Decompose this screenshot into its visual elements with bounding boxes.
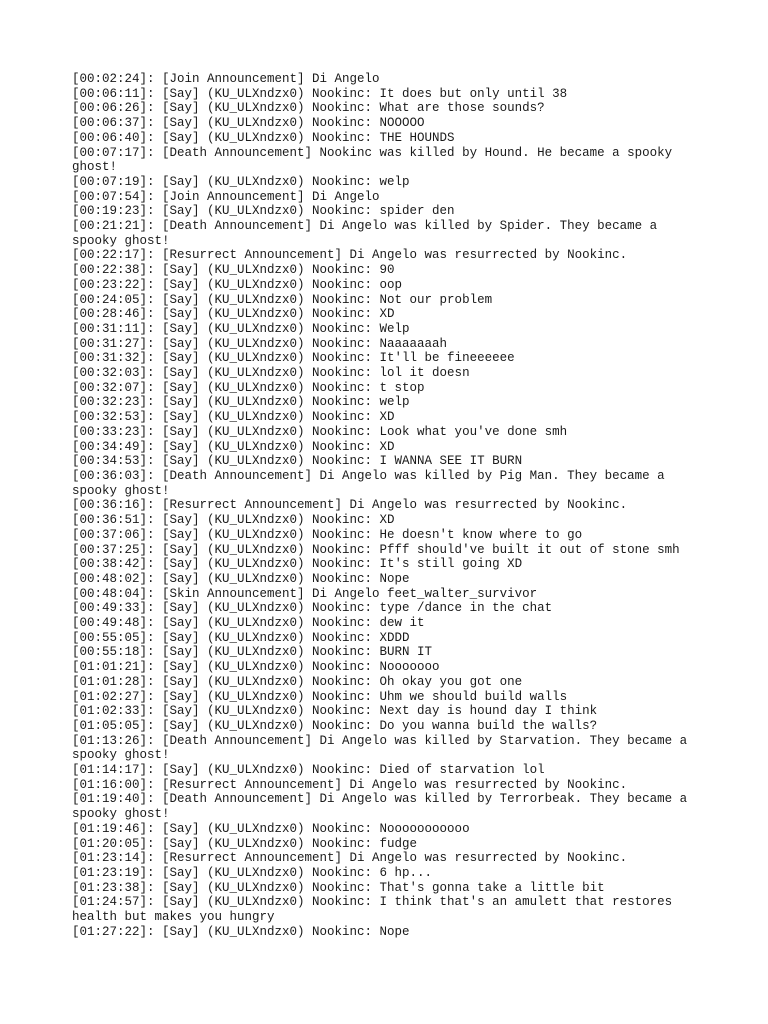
log-line: [00:32:23]: [Say] (KU_ULXndzx0) Nookinc: welp	[72, 395, 410, 410]
log-line: [01:02:27]: [Say] (KU_ULXndzx0) Nookinc: Uhm we should build walls	[72, 689, 568, 704]
log-line: [01:02:33]: [Say] (KU_ULXndzx0) Nookinc: Next day is hound day I think	[72, 704, 598, 719]
log-line: [01:23:14]: [Resurrect Announcement] Di Angelo was resurrected by Nookinc.	[72, 851, 628, 866]
log-line: [00:06:37]: [Say] (KU_ULXndzx0) Nookinc: NOOOOO	[72, 116, 425, 131]
log-line: [01:13:26]: [Death Announcement] Di Angelo was killed by Starvation. They became a spooky ghost!	[72, 733, 695, 763]
log-line: [01:23:19]: [Say] (KU_ULXndzx0) Nookinc: 6 hp...	[72, 865, 433, 880]
log-line: [00:22:17]: [Resurrect Announcement] Di Angelo was resurrected by Nookinc.	[72, 248, 628, 263]
log-line: [00:31:32]: [Say] (KU_ULXndzx0) Nookinc: It'll be fineeeeee	[72, 351, 515, 366]
log-line: [00:32:53]: [Say] (KU_ULXndzx0) Nookinc: XD	[72, 410, 395, 425]
log-line: [01:16:00]: [Resurrect Announcement] Di Angelo was resurrected by Nookinc.	[72, 777, 628, 792]
log-line: [00:19:23]: [Say] (KU_ULXndzx0) Nookinc: spider den	[72, 204, 455, 219]
log-line: [01:19:46]: [Say] (KU_ULXndzx0) Nookinc: Nooooooooooo	[72, 821, 470, 836]
chat-log	[72, 72, 702, 939]
log-line: [00:34:53]: [Say] (KU_ULXndzx0) Nookinc: I WANNA SEE IT BURN	[72, 454, 523, 469]
log-line: [00:22:38]: [Say] (KU_ULXndzx0) Nookinc: 90	[72, 263, 395, 278]
log-line: [00:32:07]: [Say] (KU_ULXndzx0) Nookinc: t stop	[72, 380, 425, 395]
log-line: [01:24:57]: [Say] (KU_ULXndzx0) Nookinc: I think that's an amulett that restores health but makes you hungry	[72, 895, 680, 925]
log-line: [00:48:04]: [Skin Announcement] Di Angelo feet_walter_survivor	[72, 586, 538, 601]
log-line: [00:36:16]: [Resurrect Announcement] Di Angelo was resurrected by Nookinc.	[72, 498, 628, 513]
log-line: [00:36:51]: [Say] (KU_ULXndzx0) Nookinc: XD	[72, 513, 395, 528]
log-line: [00:06:11]: [Say] (KU_ULXndzx0) Nookinc: It does but only until 38	[72, 86, 568, 101]
log-line: [00:32:03]: [Say] (KU_ULXndzx0) Nookinc: lol it doesn	[72, 366, 470, 381]
log-line: [00:48:02]: [Say] (KU_ULXndzx0) Nookinc: Nope	[72, 571, 410, 586]
log-line: [00:07:19]: [Say] (KU_ULXndzx0) Nookinc: welp	[72, 174, 410, 189]
log-line: [00:24:05]: [Say] (KU_ULXndzx0) Nookinc: Not our problem	[72, 292, 493, 307]
log-line: [00:37:06]: [Say] (KU_ULXndzx0) Nookinc: He doesn't know where to go	[72, 527, 583, 542]
log-line: [00:07:17]: [Death Announcement] Nookinc was killed by Hound. He became a spooky ghost!	[72, 145, 680, 175]
log-line: [00:07:54]: [Join Announcement] Di Angelo	[72, 189, 380, 204]
log-line: [00:28:46]: [Say] (KU_ULXndzx0) Nookinc: XD	[72, 307, 395, 322]
log-line: [01:23:38]: [Say] (KU_ULXndzx0) Nookinc: That's gonna take a little bit	[72, 880, 605, 895]
log-line: [00:49:33]: [Say] (KU_ULXndzx0) Nookinc: type /dance in the chat	[72, 601, 553, 616]
log-line: [00:06:26]: [Say] (KU_ULXndzx0) Nookinc: What are those sounds?	[72, 101, 545, 116]
log-line: [00:23:22]: [Say] (KU_ULXndzx0) Nookinc: oop	[72, 277, 403, 292]
log-line: [00:06:40]: [Say] (KU_ULXndzx0) Nookinc: THE HOUNDS	[72, 130, 455, 145]
log-line: [00:02:24]: [Join Announcement] Di Angelo	[72, 72, 380, 86]
log-line: [01:19:40]: [Death Announcement] Di Angelo was killed by Terrorbeak. They became a spooky ghost!	[72, 792, 695, 822]
log-line: [00:38:42]: [Say] (KU_ULXndzx0) Nookinc: It's still going XD	[72, 557, 523, 572]
log-line: [01:20:05]: [Say] (KU_ULXndzx0) Nookinc: fudge	[72, 836, 418, 851]
log-line: [01:01:21]: [Say] (KU_ULXndzx0) Nookinc: Nooooooo	[72, 660, 440, 675]
log-line: [01:14:17]: [Say] (KU_ULXndzx0) Nookinc: Died of starvation lol	[72, 763, 545, 778]
log-line: [01:05:05]: [Say] (KU_ULXndzx0) Nookinc: Do you wanna build the walls?	[72, 718, 598, 733]
log-line: [01:27:22]: [Say] (KU_ULXndzx0) Nookinc: Nope	[72, 924, 410, 939]
log-line: [00:36:03]: [Death Announcement] Di Angelo was killed by Pig Man. They became a spooky ghost!	[72, 468, 673, 498]
log-line: [00:49:48]: [Say] (KU_ULXndzx0) Nookinc: dew it	[72, 616, 425, 631]
log-line: [00:34:49]: [Say] (KU_ULXndzx0) Nookinc: XD	[72, 439, 395, 454]
log-line: [00:55:05]: [Say] (KU_ULXndzx0) Nookinc: XDDD	[72, 630, 410, 645]
log-line: [00:31:11]: [Say] (KU_ULXndzx0) Nookinc: Welp	[72, 321, 410, 336]
log-line: [00:37:25]: [Say] (KU_ULXndzx0) Nookinc: Pfff should've built it out of stone smh	[72, 542, 680, 557]
log-line: [00:55:18]: [Say] (KU_ULXndzx0) Nookinc: BURN IT	[72, 645, 433, 660]
log-line: [00:33:23]: [Say] (KU_ULXndzx0) Nookinc: Look what you've done smh	[72, 424, 568, 439]
log-line: [01:01:28]: [Say] (KU_ULXndzx0) Nookinc: Oh okay you got one	[72, 674, 523, 689]
log-line: [00:31:27]: [Say] (KU_ULXndzx0) Nookinc: Naaaaaaah	[72, 336, 448, 351]
log-line: [00:21:21]: [Death Announcement] Di Angelo was killed by Spider. They became a spooky ghost!	[72, 219, 665, 248]
